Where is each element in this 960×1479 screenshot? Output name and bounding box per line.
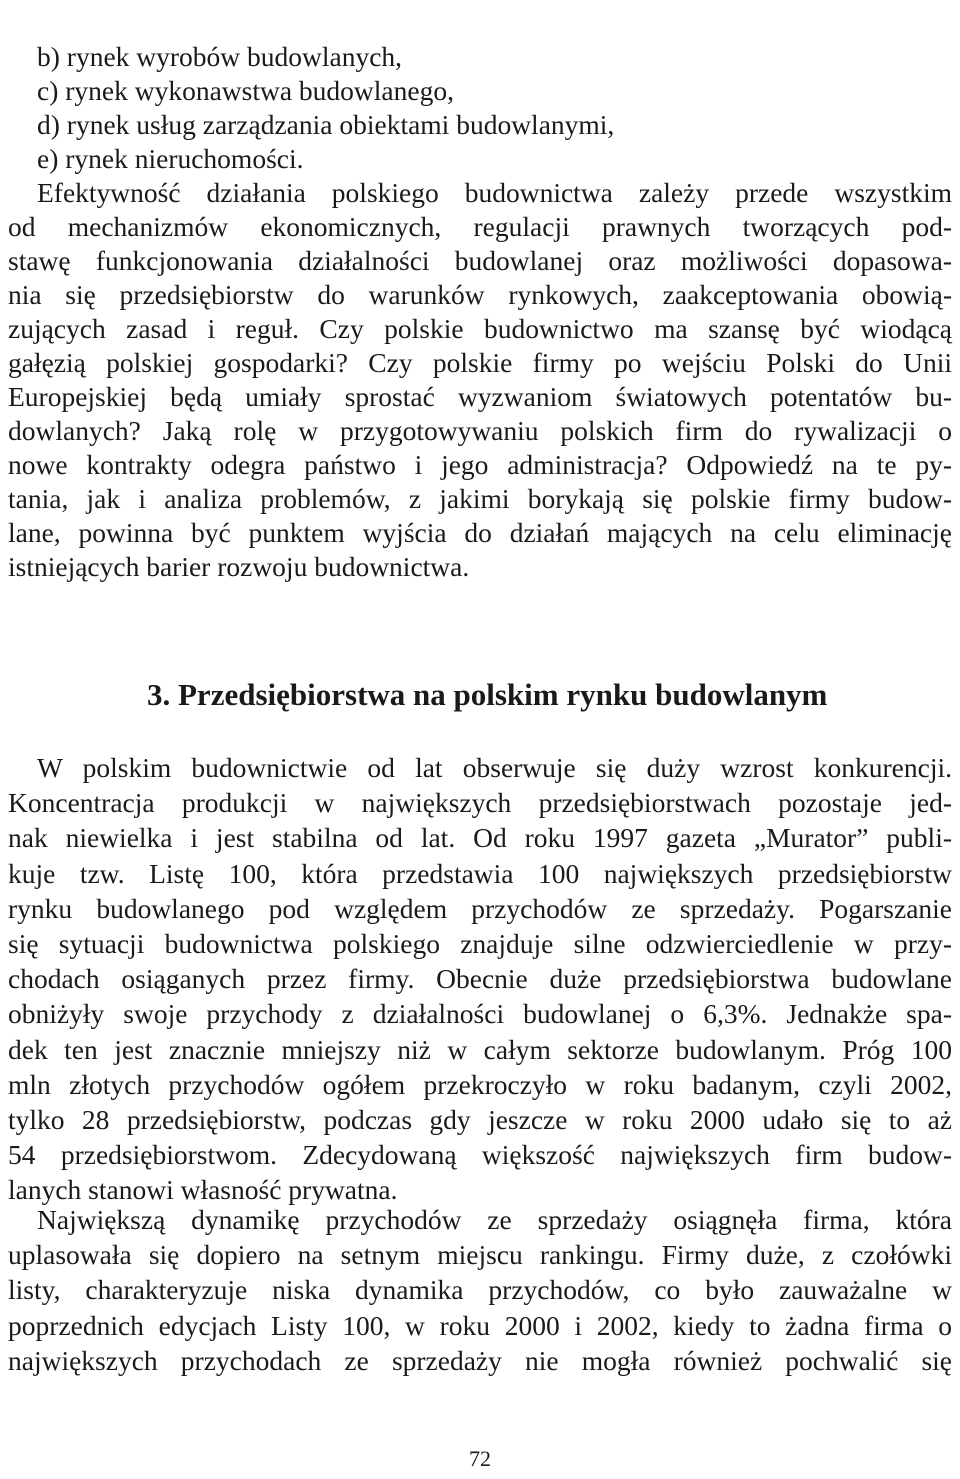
- paragraph-line: Największą dynamikę przychodów ze sprzedaży osiągnęła firma, która: [37, 1204, 952, 1235]
- paragraph-line: dek ten jest znacznie mniejszy niż w całym sektorze budowlanym. Próg 100: [8, 1033, 952, 1065]
- top-text-block: [8, 40, 952, 584]
- paragraph-line: zujących zasad i reguł. Czy polskie budownictwo ma szansę być wiodącą: [8, 313, 952, 344]
- paragraph-line: Europejskiej będą umiały sprostać wyzwaniom światowych potentatów bu-: [8, 381, 952, 412]
- paragraph-line: największych przychodach ze sprzedaży nie mogła również pochwalić się: [8, 1344, 952, 1376]
- paragraph-line: chodach osiąganych przez firmy. Obecnie duże przedsiębiorstwa budowlane: [8, 963, 952, 995]
- paragraph-line: rynku budowlanego pod względem przychodów ze sprzedaży. Pogarszanie: [8, 892, 952, 924]
- paragraph-line: nia się przedsiębiorstw do warunków rynkowych, zaakceptowania obowią-: [8, 279, 952, 310]
- paragraph-line: kuje tzw. Listę 100, która przedstawia 100 największych przedsiębiorstw: [8, 857, 952, 889]
- paragraph-line: stawę funkcjonowania działalności budowlanej oraz możliwości dopasowa-: [8, 245, 952, 276]
- list-item: c) rynek wykonawstwa budowlanego,: [37, 75, 454, 106]
- bottom-text-block: [8, 1202, 952, 1378]
- paragraph-line: lane, powinna być punktem wyjścia do działań mających na celu eliminację: [8, 517, 952, 548]
- section-heading: 3. Przedsiębiorstwa na polskim rynku budowlanym: [147, 677, 828, 712]
- paragraph-line: dowlanych? Jaką rolę w przygotowywaniu polskich firm do rywalizacji o: [8, 415, 952, 446]
- paragraph-line: poprzednich edycjach Listy 100, w roku 2000 i 2002, kiedy to żadna firma o: [8, 1309, 952, 1341]
- paragraph-line: Efektywność działania polskiego budownictwa zależy przede wszystkim: [37, 177, 952, 208]
- list-item: d) rynek usług zarządzania obiektami budowlanymi,: [37, 109, 615, 140]
- paragraph-line: uplasowała się dopiero na setnym miejscu rankingu. Firmy duże, z czołówki: [8, 1239, 952, 1271]
- middle-text-block: [8, 750, 952, 1207]
- paragraph-line: gałęzią polskiej gospodarki? Czy polskie firmy po wejściu Polski do Unii: [8, 347, 952, 378]
- paragraph-line: tylko 28 przedsiębiorstw, podczas gdy jeszcze w roku 2000 udało się to aż: [8, 1103, 952, 1135]
- paragraph-line: tania, jak i analiza problemów, z jakimi borykają się polskie firmy budow-: [8, 483, 952, 514]
- paragraph-line: lanych stanowi własność prywatna.: [8, 1174, 398, 1206]
- paragraph-line: nak niewielka i jest stabilna od lat. Od roku 1997 gazeta „Murator” publi-: [8, 822, 952, 854]
- paragraph-line: się sytuacji budownictwa polskiego znajduje silne odzwierciedlenie w przy-: [8, 927, 952, 959]
- paragraph-line: 54 przedsiębiorstwom. Zdecydowaną większość największych firm budow-: [8, 1139, 952, 1171]
- paragraph-line: nowe kontrakty odegra państwo i jego administracja? Odpowiedź na te py-: [8, 449, 952, 480]
- paragraph-line: W polskim budownictwie od lat obserwuje się duży wzrost konkurencji.: [37, 752, 952, 783]
- list-item: b) rynek wyrobów budowlanych,: [37, 41, 403, 72]
- paragraph-line: Koncentracja produkcji w największych przedsiębiorstwach pozostaje jed-: [8, 787, 952, 819]
- paragraph-line: od mechanizmów ekonomicznych, regulacji prawnych tworzących pod-: [8, 211, 952, 242]
- paragraph-line: listy, charakteryzuje niska dynamika przychodów, co było zauważalne w: [8, 1274, 952, 1306]
- list-item: e) rynek nieruchomości.: [37, 143, 304, 174]
- paragraph-line: obniżyły swoje przychody z działalności budowlanej o 6,3%. Jednakże spa-: [8, 998, 952, 1030]
- paragraph-line: istniejących barier rozwoju budownictwa.: [8, 551, 470, 582]
- paragraph-line: mln złotych przychodów ogółem przekroczyło w roku badanym, czyli 2002,: [8, 1068, 952, 1100]
- page-number: 72: [469, 1446, 491, 1471]
